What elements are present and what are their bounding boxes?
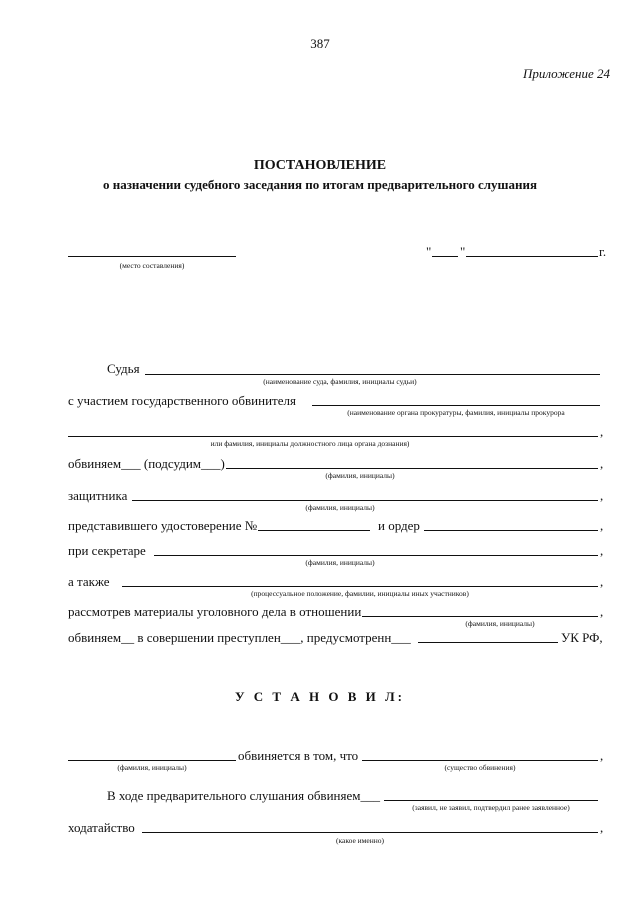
- prosecutor-caption: (наименование органа прокуратуры, фамилия, инициалы прокурора: [347, 408, 565, 417]
- judge-label: Судья: [107, 361, 140, 376]
- charged-name-field[interactable]: [68, 760, 236, 761]
- warrant-label: и ордер: [378, 518, 420, 533]
- accused-label: обвиняем___ (подсудим___): [68, 456, 225, 471]
- review-caption: (фамилия, инициалы): [465, 619, 535, 628]
- document-subtitle: о назначении судебного заседания по итогам предварительного слушания: [102, 177, 538, 192]
- secretary-comma: ,: [600, 543, 604, 558]
- prosecutor-field-2[interactable]: [68, 436, 598, 437]
- charged-caption-essence: (существо обвинения): [444, 763, 516, 772]
- charged-label: обвиняется в том, что: [238, 748, 359, 763]
- prosecutor-label: с участием государственного обвинителя: [68, 393, 296, 408]
- date-quote-open: ": [426, 244, 432, 259]
- defender-comma: ,: [600, 488, 604, 503]
- judge-caption: (наименование суда, фамилия, инициалы судьи): [263, 377, 417, 386]
- defender-field[interactable]: [132, 500, 598, 501]
- hearing-field[interactable]: [384, 800, 598, 801]
- review-field[interactable]: [362, 616, 598, 617]
- certificate-label: представившего удостоверение №: [68, 518, 258, 533]
- prosecutor-field[interactable]: [312, 405, 600, 406]
- crime-label: обвиняем__ в совершении преступлен___, предусмотренн___: [68, 630, 411, 645]
- secretary-field[interactable]: [154, 555, 598, 556]
- document-title: ПОСТАНОВЛЕНИЕ: [253, 158, 387, 173]
- charged-caption-name: (фамилия, инициалы): [117, 763, 187, 772]
- date-quote-close: ": [460, 244, 466, 259]
- petition-field[interactable]: [142, 832, 598, 833]
- prosecutor-caption-2: или фамилия, инициалы должностного лица органа дознания): [210, 439, 410, 448]
- date-month-field[interactable]: [466, 256, 598, 257]
- review-comma: ,: [600, 604, 604, 619]
- also-field[interactable]: [122, 586, 598, 587]
- hearing-caption: (заявил, не заявил, подтвердил ранее заявленное): [412, 803, 570, 812]
- date-day-field[interactable]: [432, 256, 458, 257]
- also-caption: (процессуальное положение, фамилии, инициалы иных участников): [251, 589, 469, 598]
- also-comma: ,: [600, 574, 604, 589]
- accused-comma: ,: [600, 456, 604, 471]
- defender-caption: (фамилия, инициалы): [305, 503, 375, 512]
- accused-caption: (фамилия, инициалы): [325, 471, 395, 480]
- place-field[interactable]: [68, 256, 236, 257]
- warrant-field[interactable]: [424, 530, 598, 531]
- charged-essence-field[interactable]: [362, 760, 598, 761]
- appendix-label: Приложение 24: [522, 66, 610, 81]
- also-label: а также: [68, 574, 110, 589]
- year-suffix: г.: [599, 244, 607, 259]
- secretary-caption: (фамилия, инициалы): [305, 558, 375, 567]
- review-label: рассмотрев материалы уголовного дела в отношении: [68, 604, 362, 619]
- certificate-number-field[interactable]: [258, 530, 370, 531]
- petition-caption: (какое именно): [335, 836, 385, 845]
- crime-article-field[interactable]: [418, 642, 558, 643]
- warrant-comma: ,: [600, 518, 604, 533]
- place-caption: (место составления): [119, 261, 185, 270]
- secretary-label: при секретаре: [68, 543, 146, 558]
- petition-label: ходатайство: [68, 820, 135, 835]
- judge-field[interactable]: [145, 374, 600, 375]
- code-label: УК РФ,: [561, 630, 603, 645]
- defender-label: защитника: [68, 488, 128, 503]
- page-number: 387: [310, 36, 330, 51]
- charged-comma: ,: [600, 748, 604, 763]
- prosecutor-comma: ,: [600, 424, 604, 439]
- established-heading: У С Т А Н О В И Л:: [234, 689, 405, 704]
- hearing-label: В ходе предварительного слушания обвиняем___: [107, 788, 380, 803]
- petition-comma: ,: [600, 820, 604, 835]
- accused-field[interactable]: [226, 468, 598, 469]
